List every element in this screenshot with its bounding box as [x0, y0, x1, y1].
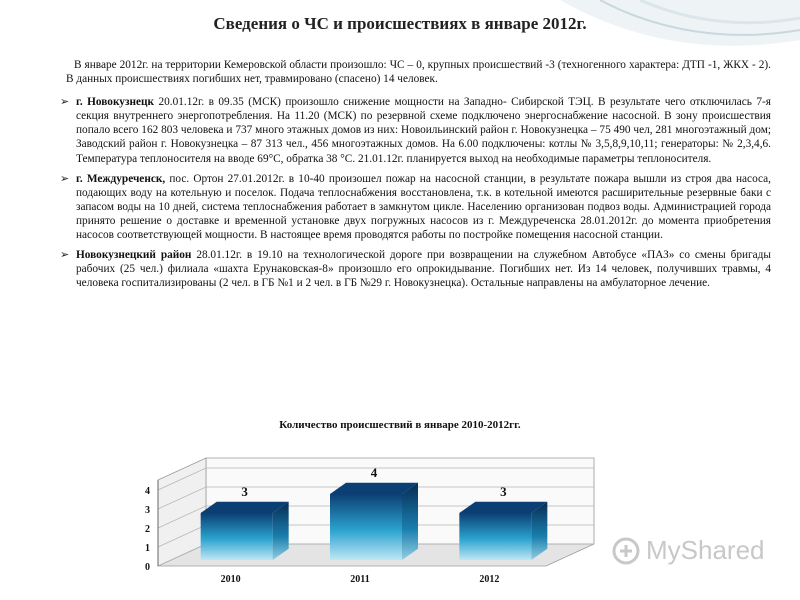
y-tick-label: 2: [145, 524, 150, 535]
incident-description: 20.01.12г. в 09.35 (МСК) произошло снижение мощности на Западно- Сибирской ТЭЦ. В результате чего отключилась 7-я секция внутреннего энергопотребления. На 11.20 (МСК) по резервной схеме подключено энергоснабжение насосной. В зону происшествия попало всего 162 803 человека и 737 много этажных домов из них: Новоильинский район г. Новокузнецка – 75 490 чел, 281 многоэтажный дом; Заводский район г. Новокузнецка – 87 313 чел., 456 многоэтажных домов. На 6.00 подключены: котлы № 3,5,8,9,10,11; генераторы: № 2,3,4,6. Температура теплоносителя на вводе 69°С, обратка 38 °С. 21.01.12г. планируется выход на необходимые параметры теплоносителя.: [76, 96, 771, 165]
myshared-logo-icon: [612, 537, 640, 565]
incident-description: 28.01.12г. в 19.10 на технологической дороге при возвращении на служебном Автобусе «ПАЗ» со смены бригады рабочих (25 чел.) филиала «шахта Ерунаковская-8» произошло его опрокидывание. Погибших нет. Из 14 человек, получивших травмы, 4 человека госпитализированы (2 чел. в ГБ №1 и 2 чел. в ГБ №29 г. Новокузнецка). Остальные направлены на амбулаторное лечение.: [76, 249, 771, 290]
bar-side: [402, 483, 418, 560]
incident-location: г. Междуреченск,: [76, 172, 166, 185]
incident-text: [76, 248, 771, 290]
x-tick-label: 2011: [350, 574, 370, 585]
arrow-bullet-icon: ➢: [60, 172, 70, 185]
incident-location: Новокузнецкий район: [76, 249, 192, 262]
incident-item: [60, 248, 771, 290]
incident-text: [76, 95, 771, 165]
y-tick-label: 4: [145, 486, 150, 497]
bar-front: [330, 494, 402, 560]
arrow-bullet-icon: ➢: [60, 249, 70, 262]
arrow-bullet-icon: ➢: [60, 96, 70, 109]
bar-data-label: 3: [241, 483, 248, 499]
incident-text: [76, 172, 771, 242]
bar-front: [459, 513, 531, 560]
bar-data-label: 4: [370, 464, 378, 480]
incident-item: [60, 172, 771, 242]
incidents-bar-chart: [130, 434, 600, 594]
page-title: Сведения о ЧС и происшествиях в январе 2012г.: [213, 14, 587, 33]
myshared-watermark: [612, 535, 765, 566]
x-tick-label: 2012: [479, 574, 500, 585]
y-tick-label: 1: [145, 543, 150, 554]
bar-front: [201, 513, 273, 560]
y-tick-label: 3: [145, 505, 150, 516]
watermark-text: MyShared: [646, 535, 765, 565]
incident-location: г. Новокузнецк: [76, 96, 155, 109]
bar-data-label: 3: [500, 483, 507, 499]
y-tick-label: 0: [145, 562, 150, 573]
incident-description: пос. Ортон 27.01.2012г. в 10-40 произошел пожар на насосной станции, в результате пожара вышли из строя два насоса, подающих воду на котельную и поселок. Подача теплоснабжения восстановлена, т.к. в котельной имеются расширительные резервные баки с запасом воды на 10 дней, система теплоснабжения работает в замкнутом цикле. Населению организован подвоз воды. Администрацией города принято решение о доставке и временной установке двух погружных насосов из г. Междуреченска 28.01.2012г. до момента приобретения насосов соответствующей мощности. В настоящее время проводятся работы по постройке помещения насосной станции.: [76, 172, 771, 242]
x-tick-label: 2010: [220, 574, 241, 585]
report-body: [60, 58, 771, 290]
incident-item: [60, 95, 771, 165]
chart-title: Количество происшествий в январе 2010-2012гг.: [279, 419, 521, 431]
intro-paragraph: В январе 2012г. на территории Кемеровской области произошло: ЧС – 0, крупных происшествий -3 (техногенного характера: ДТП -1, ЖКХ - 2). В данных происшествиях погибших нет, травмировано (спасено) 14 человек.: [66, 59, 771, 86]
